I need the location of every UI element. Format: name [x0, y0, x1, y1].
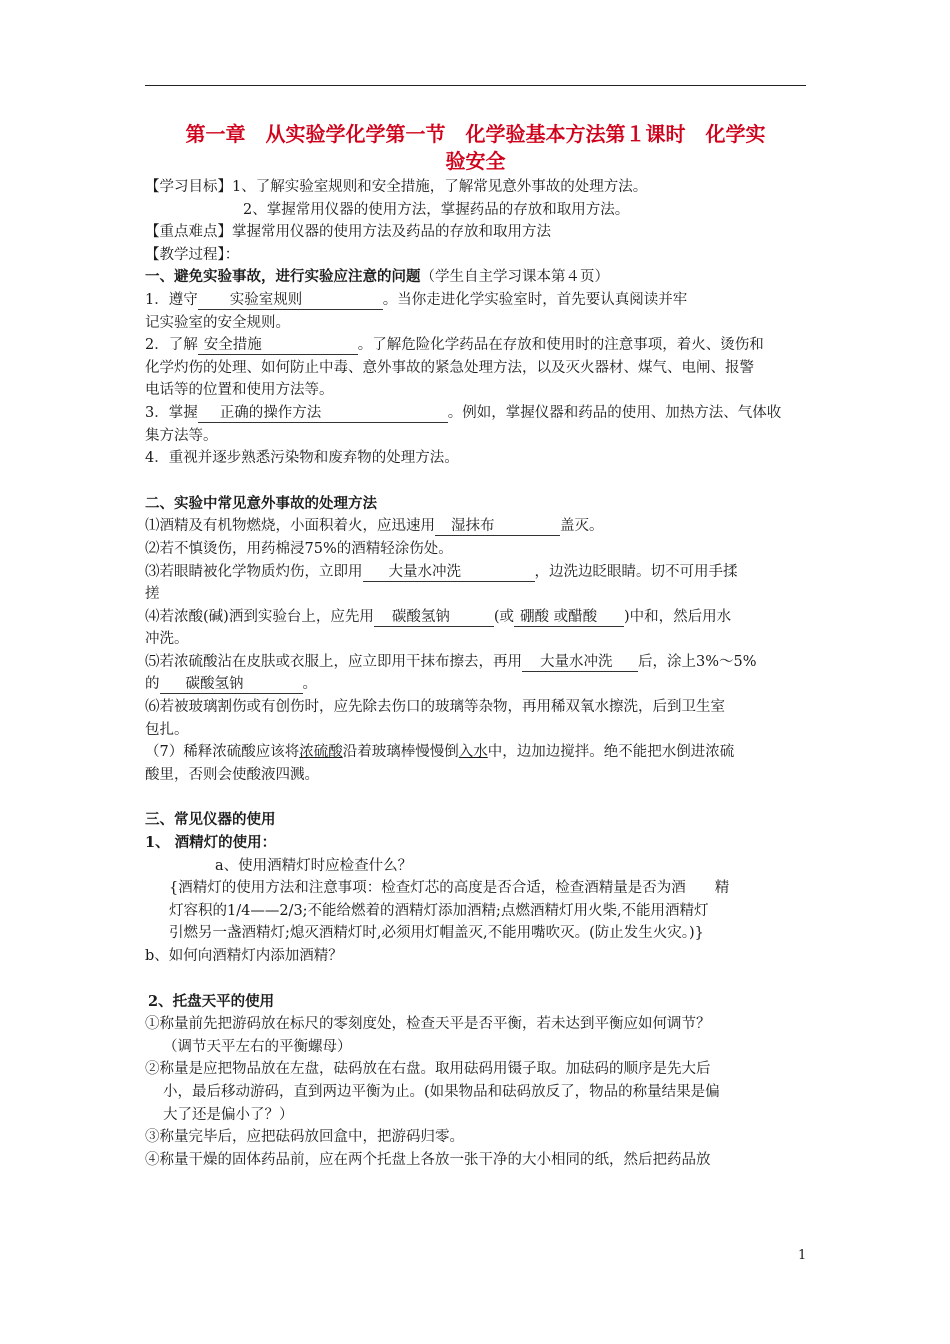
s1-item-1-text: 1．遵守 — [145, 291, 198, 308]
learning-goal-1 — [145, 176, 810, 199]
balance-step-3: ③称量完毕后，应把砝码放回盒中，把游码归零。 — [145, 1129, 464, 1146]
key-text: 掌握常用仪器的使用方法及药品的存放和取用方法 — [232, 224, 551, 241]
s2-p1-answer: 湿抹布 — [435, 517, 560, 536]
section-1-note: （学生自主学习课本第４页） — [420, 269, 609, 286]
s2-p7-text-b: 沿着玻璃棒慢慢倒 — [342, 744, 459, 761]
s2-p7-underline-1: 浓硫酸 — [299, 744, 343, 761]
title-line-1: 第一章 从实验学化学第一节 化学验基本方法第１课时 化学实 — [185, 122, 766, 146]
s2-p4-answer-1: 碳酸氢钠 — [374, 608, 494, 627]
s1-item-3-answer: 正确的操作方法 — [198, 404, 448, 423]
s3-answer-line-2: 灯容积的1/4——2/3;不能给燃着的酒精灯添加酒精;点燃酒精灯用火柴,不能用酒精灯 — [169, 902, 709, 919]
s3-question-a: a、使用酒精灯时应检查什么？ — [215, 857, 413, 874]
s1-item-1-cont: 记实验室的安全规则。 — [145, 314, 290, 331]
s2-p7 — [145, 741, 810, 764]
key-label: 【重点难点】 — [145, 224, 232, 241]
section-1-title: 一、避免实验事故，进行实验应注意的问题 — [145, 268, 421, 286]
page-number: 1 — [798, 1248, 807, 1263]
s2-p3-text-b: ，边洗边眨眼睛。切不可用手揉 — [534, 563, 738, 580]
teaching-process: 【教学过程】： — [145, 246, 240, 263]
s1-item-3-text-b: 。例如，掌握仪器和药品的使用、加热方法、气体收 — [447, 404, 782, 421]
header-rule — [145, 85, 806, 86]
section-2-heading: 二、实验中常见意外事故的处理方法 — [145, 494, 377, 512]
page-title — [145, 121, 806, 175]
s1-item-3 — [145, 402, 810, 425]
balance-step-2-cont-1: 小，最后移动游码，直到两边平衡为止。(如果物品和砝码放反了，物品的称量结果是偏 — [163, 1083, 720, 1100]
s2-p7-text: （7）稀释浓硫酸应该将 — [145, 744, 300, 761]
s2-p7-underline-2: 入水 — [458, 744, 488, 761]
s3-answer-line-3: 引燃另一盏酒精灯;熄灭酒精灯时,必须用灯帽盖灭,不能用嘴吹灭。(防止发生火灾。)} — [169, 925, 704, 942]
balance-step-1-note: （调节天平左右的平衡螺母） — [163, 1038, 352, 1055]
s2-p1-text-b: 盖灭。 — [560, 518, 604, 535]
s1-item-2-cont-1: 化学灼伤的处理、如何防止中毒、意外事故的紧急处理方法，以及灭火器材、煤气、电闸、报警 — [145, 359, 754, 376]
section-1-heading — [145, 266, 810, 289]
s2-p4-mid: (或 — [493, 608, 514, 625]
s2-p6-cont: 包扎。 — [145, 721, 189, 738]
s2-p3-answer: 大量水冲洗 — [363, 563, 535, 582]
s1-item-2-text-b: 。了解危险化学药品在存放和使用时的注意事项，着火、烫伤和 — [357, 337, 764, 354]
key-points — [145, 221, 810, 244]
s2-p7-text-c: 中，边加边搅拌。绝不能把水倒进浓硫 — [487, 744, 735, 761]
s3-answer-line-1: {酒精灯的使用方法和注意事项：检查灯芯的高度是否合适，检查酒精量是否为酒 精 — [169, 880, 730, 897]
s3-sub-1: 1、 酒精灯的使用： — [145, 834, 277, 852]
s2-p5-text-b: 后，涂上3%～5% — [638, 653, 757, 670]
s2-p5-text: ⑸若浓硫酸沾在皮肤或衣服上，应立即用干抹布擦去，再用 — [145, 653, 522, 670]
balance-step-2: ②称量是应把物品放在左盘，砝码放在右盘。取用砝码用镊子取。加砝码的顺序是先大后 — [145, 1061, 711, 1078]
s1-item-4: 4．重视并逐步熟悉污染物和废弃物的处理方法。 — [145, 450, 459, 467]
s2-p4-cont: 冲洗。 — [145, 631, 189, 648]
s2-p4 — [145, 606, 810, 629]
s1-item-1 — [145, 289, 810, 312]
s2-p7-cont: 酸里，否则会使酸液四溅。 — [145, 766, 319, 783]
s2-p3-text: ⑶若眼睛被化学物质灼伤，立即用 — [145, 563, 363, 580]
title-line-2: 验安全 — [445, 149, 506, 173]
s2-p4-text: ⑷若浓酸(碱)洒到实验台上，应先用 — [145, 608, 374, 625]
s1-item-3-cont: 集方法等。 — [145, 427, 218, 444]
s3-sub-2: 2、托盘天平的使用 — [148, 992, 275, 1010]
s1-item-1-answer: 实验室规则 — [198, 291, 383, 310]
s2-p4-answer-2: 硼酸 或醋酸 — [514, 608, 624, 627]
s1-item-2 — [145, 334, 810, 357]
document-body — [145, 176, 810, 1171]
s1-item-2-cont-2: 电话等的位置和使用方法等。 — [145, 382, 334, 399]
s2-p3 — [145, 561, 810, 584]
s1-item-2-answer: 安全措施 — [198, 336, 358, 355]
s2-p2: ⑵若不慎烫伤，用药棉浸75%的酒精轻涂伤处。 — [145, 540, 453, 557]
s1-item-1-text-b: 。当你走进化学实验室时，首先要认真阅读并牢 — [382, 291, 688, 308]
s2-p5-text-c: 的 — [145, 676, 160, 693]
s2-p6: ⑹若被玻璃割伤或有创伤时，应先除去伤口的玻璃等杂物，再用稀双氧水擦洗，后到卫生室 — [145, 699, 725, 716]
s2-p5-answer-2: 碳酸氢钠 — [160, 675, 303, 694]
balance-step-1: ①称量前先把游码放在标尺的零刻度处，检查天平是否平衡，若未达到平衡应如何调节？ — [145, 1016, 711, 1033]
balance-step-2-cont-2: 大了还是偏小了？） — [163, 1106, 294, 1123]
s2-p5-answer-1: 大量水冲洗 — [522, 653, 638, 672]
s1-item-3-text: 3．掌握 — [145, 404, 198, 421]
goal-label: 【学习目标】 — [145, 179, 232, 195]
s2-p3-cont: 搓 — [145, 586, 160, 603]
section-3-heading: 三、常见仪器的使用 — [145, 811, 276, 829]
s2-p4-text-b: )中和，然后用水 — [624, 608, 732, 625]
s2-p5 — [145, 651, 810, 674]
learning-goal-2: 2、掌握常用仪器的使用方法，掌握药品的存放和取用方法。 — [243, 201, 630, 218]
s2-p1-text: ⑴酒精及有机物燃烧，小面积着火，应迅速用 — [145, 518, 435, 535]
goal-text-1: 1、了解实验室规则和安全措施，了解常见意外事故的处理方法。 — [232, 179, 648, 195]
balance-step-4: ④称量干燥的固体药品前，应在两个托盘上各放一张干净的大小相同的纸，然后把药品放 — [145, 1151, 711, 1168]
s2-p1 — [145, 515, 810, 538]
s1-item-2-text: 2．了解 — [145, 337, 198, 354]
s2-p5-cont — [145, 673, 810, 696]
s3-question-b: b、如何向酒精灯内添加酒精？ — [145, 948, 343, 964]
s2-p5-text-d: 。 — [302, 676, 317, 693]
